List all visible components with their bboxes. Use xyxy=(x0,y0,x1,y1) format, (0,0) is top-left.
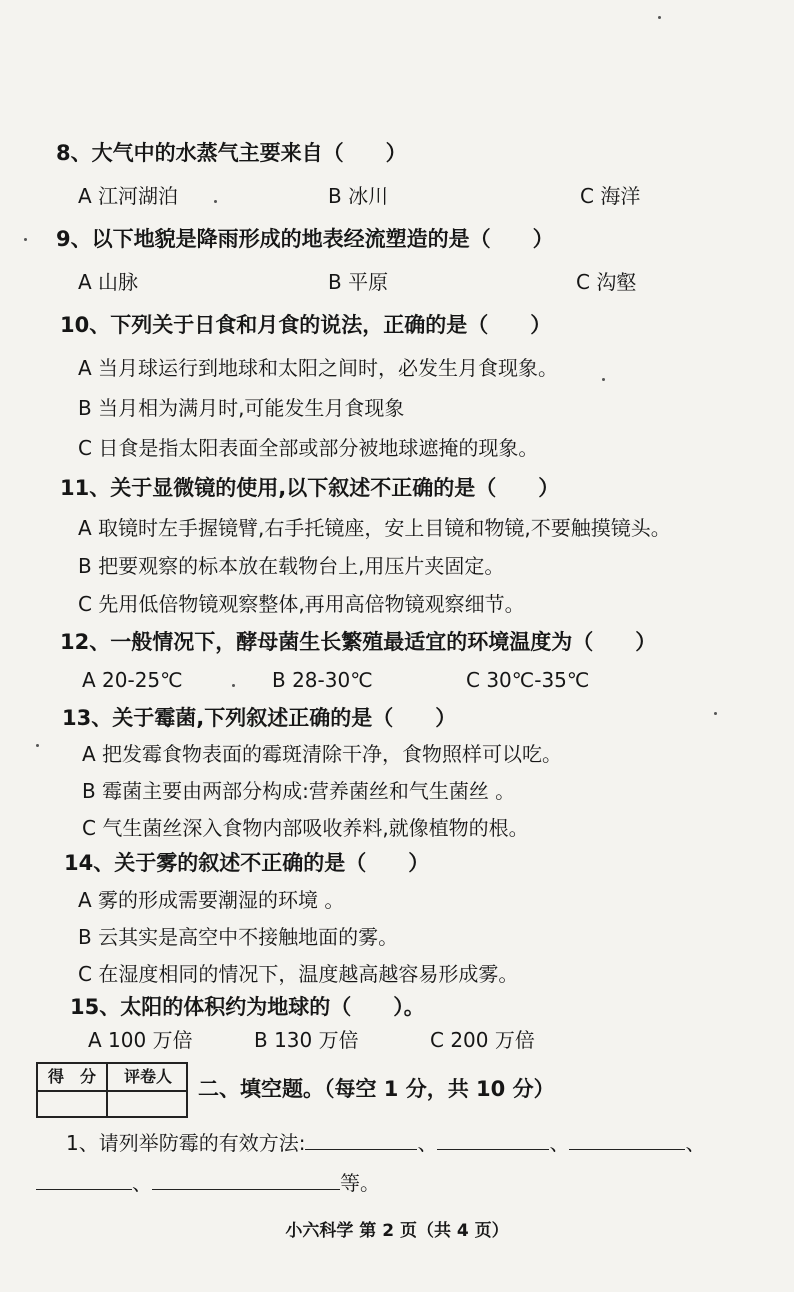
question-13-option-c: C 气生菌丝深入食物内部吸收养料,就像植物的根。 xyxy=(82,816,529,840)
fill-end: 等。 xyxy=(340,1171,380,1195)
question-11-stem: 11、关于显微镜的使用,以下叙述不正确的是（ ） xyxy=(60,476,560,500)
question-13-stem: 13、关于霉菌,下列叙述正确的是（ ） xyxy=(62,706,457,730)
scan-speck xyxy=(214,200,217,203)
question-10-option-b: B 当月相为满月时,可能发生月食现象 xyxy=(78,396,405,420)
separator: 、 xyxy=(417,1131,438,1155)
scan-speck xyxy=(602,378,605,381)
question-8-stem: 8、大气中的水蒸气主要来自（ ） xyxy=(56,141,407,165)
score-table xyxy=(36,1062,188,1118)
question-14-option-b: B 云其实是高空中不接触地面的雾。 xyxy=(78,925,399,949)
scan-speck xyxy=(714,712,717,715)
grader-label: 评卷人 xyxy=(123,1067,172,1086)
scan-speck xyxy=(658,16,661,19)
scan-speck xyxy=(232,684,235,687)
question-15-option-a: A 100 万倍 xyxy=(88,1028,193,1052)
question-12-option-b: B 28-30℃ xyxy=(272,668,373,692)
fill-question-1-continued xyxy=(36,1170,380,1196)
table-divider-horizontal xyxy=(38,1090,186,1092)
question-12-stem: 12、一般情况下，酵母菌生长繁殖最适宜的环境温度为（ ） xyxy=(60,630,657,654)
question-8-option-b: B 冰川 xyxy=(328,184,389,208)
question-9-option-c: C 沟壑 xyxy=(576,270,637,294)
question-12-option-c: C 30℃-35℃ xyxy=(466,668,590,692)
question-11-option-b: B 把要观察的标本放在载物台上,用压片夹固定。 xyxy=(78,554,505,578)
question-9-option-a: A 山脉 xyxy=(78,270,139,294)
section-2-title: 二、填空题。（每空 1 分，共 10 分） xyxy=(198,1077,555,1101)
question-11-option-c: C 先用低倍物镜观察整体,再用高倍物镜观察细节。 xyxy=(78,592,525,616)
question-14-option-c: C 在湿度相同的情况下，温度越高越容易形成雾。 xyxy=(78,962,519,986)
question-14-option-a: A 雾的形成需要潮湿的环境 。 xyxy=(78,888,345,912)
question-12-option-a: A 20-25℃ xyxy=(82,668,183,692)
answer-blank-2[interactable] xyxy=(437,1131,549,1150)
separator: 、 xyxy=(685,1131,706,1155)
question-10-stem: 10、下列关于日食和月食的说法，正确的是（ ） xyxy=(60,313,552,337)
separator: 、 xyxy=(132,1171,152,1195)
question-15-option-b: B 130 万倍 xyxy=(254,1028,359,1052)
question-11-option-a: A 取镜时左手握镜臂,右手托镜座，安上目镜和物镜,不要触摸镜头。 xyxy=(78,516,671,540)
fill-question-1-prompt: 1、请列举防霉的有效方法: xyxy=(66,1131,306,1155)
answer-blank-5[interactable] xyxy=(152,1171,340,1190)
question-9-option-b: B 平原 xyxy=(328,270,389,294)
question-10-option-c: C 日食是指太阳表面全部或部分被地球遮掩的现象。 xyxy=(78,436,539,460)
question-8-option-c: C 海洋 xyxy=(580,184,641,208)
answer-blank-4[interactable] xyxy=(36,1171,132,1190)
page-footer: 小六科学 第 2 页（共 4 页） xyxy=(285,1221,509,1241)
scan-speck xyxy=(24,238,27,241)
question-13-option-b: B 霉菌主要由两部分构成:营养菌丝和气生菌丝 。 xyxy=(82,779,516,803)
question-8-option-a: A 江河湖泊 xyxy=(78,184,179,208)
question-9-stem: 9、以下地貌是降雨形成的地表经流塑造的是（ ） xyxy=(56,227,554,251)
question-10-option-a: A 当月球运行到地球和太阳之间时，必发生月食现象。 xyxy=(78,356,559,380)
score-label: 得 分 xyxy=(47,1067,96,1086)
question-14-stem: 14、关于雾的叙述不正确的是（ ） xyxy=(64,851,430,875)
question-15-option-c: C 200 万倍 xyxy=(430,1028,535,1052)
scan-speck xyxy=(36,744,39,747)
fill-question-1 xyxy=(66,1130,705,1156)
separator: 、 xyxy=(549,1131,570,1155)
question-13-option-a: A 把发霉食物表面的霉斑清除干净，食物照样可以吃。 xyxy=(82,742,563,766)
question-15-stem: 15、太阳的体积约为地球的（ ）。 xyxy=(70,995,425,1019)
answer-blank-3[interactable] xyxy=(569,1131,685,1150)
answer-blank-1[interactable] xyxy=(305,1131,417,1150)
